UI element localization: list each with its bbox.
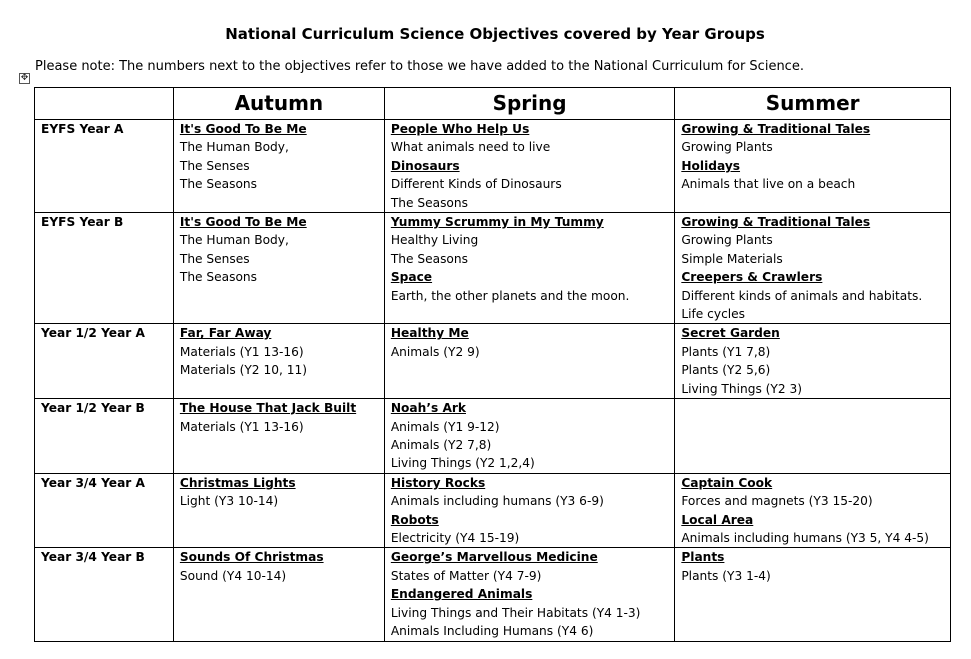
topic-title: Endangered Animals [390, 587, 533, 602]
objective-item: The Seasons [390, 251, 468, 266]
topic-title: History Rocks [390, 475, 486, 490]
summer-cell [675, 473, 951, 548]
objective-item: The Senses [179, 251, 250, 266]
objective-item: Animals Including Humans (Y4 6) [390, 623, 594, 638]
topic-title: Local Area [681, 512, 754, 527]
topic-title: Healthy Me [390, 326, 469, 341]
objective-item: The Seasons [390, 195, 468, 210]
year-group-cell: Year 1/2 Year A [35, 324, 174, 399]
table-row [35, 473, 951, 548]
spring-cell [384, 548, 674, 642]
objective-item: The Senses [179, 158, 250, 173]
objective-item: Animals including humans (Y3 6-9) [390, 494, 604, 509]
summer-cell [675, 120, 951, 213]
objective-item: Forces and magnets (Y3 15-20) [681, 494, 873, 509]
objective-item: Animals including humans (Y3 5, Y4 4-5) [681, 530, 929, 545]
spring-cell [384, 324, 674, 399]
spring-cell [384, 120, 674, 213]
objective-item: Life cycles [681, 307, 746, 322]
autumn-cell [173, 473, 384, 548]
autumn-cell [173, 399, 384, 474]
summer-cell [675, 399, 951, 474]
summer-cell [675, 324, 951, 399]
objective-item: Earth, the other planets and the moon. [390, 288, 630, 303]
objective-item: States of Matter (Y4 7-9) [390, 568, 542, 583]
objective-item: The Seasons [179, 177, 257, 192]
topic-title: Christmas Lights [179, 475, 296, 490]
objective-item: Animals (Y1 9-12) [390, 419, 500, 434]
topic-title: Space [390, 270, 433, 285]
topic-title: It's Good To Be Me [179, 215, 307, 230]
autumn-cell [173, 548, 384, 642]
objective-item: Materials (Y1 13-16) [179, 419, 304, 434]
objective-item: The Human Body, [179, 233, 289, 248]
objective-item: Animals that live on a beach [681, 177, 856, 192]
objective-item: Plants (Y1 7,8) [681, 344, 771, 359]
topic-title: The House That Jack Built [179, 401, 357, 416]
objective-item: Plants (Y3 1-4) [681, 568, 771, 583]
objective-item: Living Things (Y2 3) [681, 381, 803, 396]
topic-title: Sounds Of Christmas [179, 550, 324, 565]
table-row [35, 120, 951, 213]
spring-cell [384, 213, 674, 324]
objective-item: What animals need to live [390, 140, 551, 155]
topic-title: Yummy Scrummy in My Tummy [390, 215, 604, 230]
topic-title: People Who Help Us [390, 122, 530, 136]
objective-item: Sound (Y4 10-14) [179, 568, 287, 583]
header-summer: Summer [675, 88, 951, 120]
header-row [35, 88, 951, 120]
objective-item: Growing Plants [681, 233, 773, 248]
topic-title: Dinosaurs [390, 158, 460, 173]
topic-title: Robots [390, 512, 439, 527]
objective-item: Plants (Y2 5,6) [681, 363, 771, 378]
table-row [35, 399, 951, 474]
year-group-cell: Year 3/4 Year B [35, 548, 174, 642]
header-autumn: Autumn [173, 88, 384, 120]
summer-cell [675, 548, 951, 642]
topic-title: It's Good To Be Me [179, 122, 307, 136]
curriculum-table [34, 87, 951, 642]
year-group-cell: EYFS Year A [35, 120, 174, 213]
page-title: National Curriculum Science Objectives covered by Year Groups [225, 25, 765, 43]
autumn-cell [173, 120, 384, 213]
table-move-handle-icon[interactable]: ✥ [20, 73, 29, 83]
objective-item: Living Things (Y2 1,2,4) [390, 456, 535, 471]
header-spring: Spring [384, 88, 674, 120]
objective-item: Different kinds of animals and habitats. [681, 288, 923, 303]
autumn-cell [173, 324, 384, 399]
objective-item: Light (Y3 10-14) [179, 494, 279, 509]
year-group-cell: EYFS Year B [35, 213, 174, 324]
objective-item: Different Kinds of Dinosaurs [390, 177, 562, 192]
objective-item: Healthy Living [390, 233, 479, 248]
objective-item: The Human Body, [179, 140, 289, 155]
objective-item: Animals (Y2 7,8) [390, 437, 492, 452]
year-group-cell: Year 1/2 Year B [35, 399, 174, 474]
objective-item: Growing Plants [681, 140, 773, 155]
topic-title: Growing & Traditional Tales [681, 122, 871, 136]
topic-title: Captain Cook [681, 475, 773, 490]
topic-title: Growing & Traditional Tales [681, 215, 871, 230]
page-note: Please note: The numbers next to the objectives refer to those we have added to the National Curriculum for Science. [35, 59, 804, 74]
objective-item: Animals (Y2 9) [390, 344, 480, 359]
header-year [35, 88, 174, 120]
topic-title: Far, Far Away [179, 326, 272, 341]
table-row [35, 324, 951, 399]
objective-item: Electricity (Y4 15-19) [390, 530, 520, 545]
topic-title: Creepers & Crawlers [681, 270, 823, 285]
spring-cell [384, 473, 674, 548]
table-row [35, 548, 951, 642]
spring-cell [384, 399, 674, 474]
objective-item: The Seasons [179, 270, 257, 285]
objective-item: Materials (Y2 10, 11) [179, 363, 307, 378]
table-row [35, 213, 951, 324]
table-body [35, 120, 951, 642]
objective-item: Simple Materials [681, 251, 783, 266]
autumn-cell [173, 213, 384, 324]
topic-title: Secret Garden [681, 326, 780, 341]
objective-item: Living Things and Their Habitats (Y4 1-3) [390, 605, 641, 620]
topic-title: Noah’s Ark [390, 401, 466, 416]
objective-item: Materials (Y1 13-16) [179, 344, 304, 359]
year-group-cell: Year 3/4 Year A [35, 473, 174, 548]
topic-title: Holidays [681, 158, 741, 173]
topic-title: George’s Marvellous Medicine [390, 550, 598, 565]
topic-title: Plants [681, 550, 725, 565]
summer-cell [675, 213, 951, 324]
